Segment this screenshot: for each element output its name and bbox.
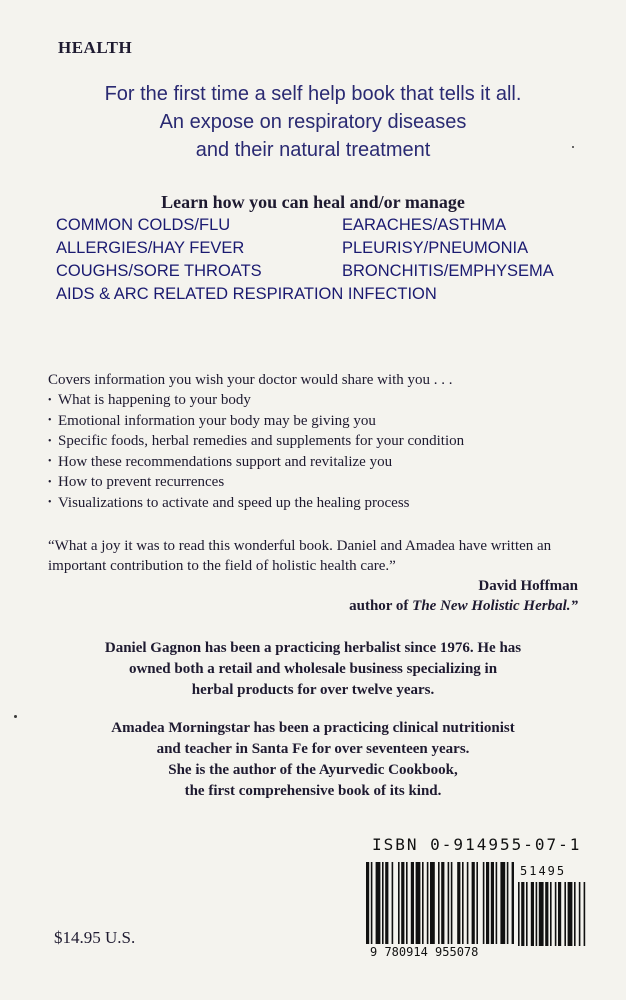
condition-item: COUGHS/SORE THROATS: [56, 262, 262, 280]
testimonial-role: author of The New Holistic Herbal.”: [349, 598, 578, 614]
headline-line: and their natural treatment: [195, 139, 431, 161]
covers-intro: Covers information you wish your doctor would share with you . . .: [48, 372, 453, 388]
addon-digits: 51495: [520, 864, 567, 878]
author-bio-morningstar: Amadea Morningstar has been a practicing clinical nutritionist and teacher in Santa Fe for over seventeen years. She is the author of the Ayurvedic Cookbook, the first comprehensive book of its kind.: [111, 720, 515, 799]
barcode-addon: [514, 862, 590, 948]
condition-item: EARACHES/ASTHMA: [342, 216, 507, 234]
book-title: The New Holistic Herbal.”: [412, 598, 578, 614]
bullet-icon: •: [48, 456, 52, 468]
bullet-icon: •: [48, 435, 52, 447]
list-item: • Visualizations to activate and speed up the healing process: [48, 493, 588, 514]
bullet-icon: •: [48, 497, 52, 509]
headline-line: An expose on respiratory diseases: [159, 111, 467, 133]
author-bio-gagnon: Daniel Gagnon has been a practicing herbalist since 1976. He has owned both a retail and wholesale business specializing in herbal products for over twelve years.: [104, 640, 522, 698]
list-item: • What is happening to your body: [48, 390, 588, 411]
speck: [14, 715, 17, 718]
condition-item: ALLERGIES/HAY FEVER: [56, 239, 245, 257]
condition-item: BRONCHITIS/EMPHYSEMA: [342, 262, 554, 280]
condition-item: PLEURISY/PNEUMONIA: [342, 239, 529, 257]
bullet-icon: •: [48, 476, 52, 488]
covers-list: [48, 390, 588, 513]
covers-section: [48, 370, 588, 513]
testimonial-name: David Hoffman: [478, 578, 578, 594]
condition-item: COMMON COLDS/FLU: [56, 216, 231, 234]
bullet-icon: •: [48, 415, 52, 427]
condition-item-full: AIDS & ARC RELATED RESPIRATION INFECTION: [56, 285, 437, 303]
price-label: $14.95 U.S.: [54, 928, 136, 947]
list-item: • Emotional information your body may be giving you: [48, 411, 588, 432]
list-item: • How to prevent recurrences: [48, 472, 588, 493]
list-item: • Specific foods, herbal remedies and supplements for your condition: [48, 431, 588, 452]
learn-intro: Learn how you can heal and/or manage: [161, 192, 465, 212]
speck: [572, 146, 574, 148]
headline: [40, 80, 586, 164]
headline-line: For the first time a self help book that tells it all.: [104, 83, 522, 105]
barcode-digits: 9 780914 955078: [370, 945, 479, 959]
bullet-icon: •: [48, 394, 52, 406]
isbn-number: ISBN 0-914955-07-1: [372, 835, 582, 854]
list-item: • How these recommendations support and revitalize you: [48, 452, 588, 473]
testimonial-quote: “What a joy it was to read this wonderful book. Daniel and Amadea have written an important contribution to the field of holistic health care.”: [48, 538, 552, 574]
category-label: HEALTH: [58, 38, 133, 57]
